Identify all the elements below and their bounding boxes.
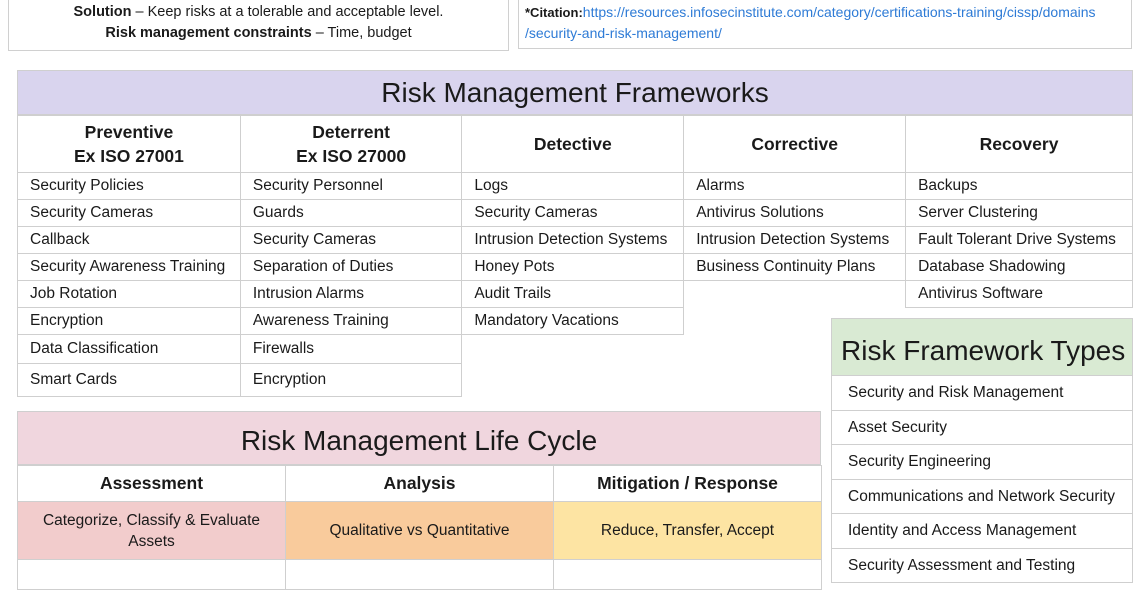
frameworks-cell: Job Rotation [18,281,241,308]
framework-types-title: Risk Framework Types [831,318,1133,376]
life-cycle-cell-analysis: Qualitative vs Quantitative [286,502,554,560]
frameworks-cell: Security Awareness Training [18,254,241,281]
frameworks-empty-cell [462,335,684,364]
frameworks-cell: Audit Trails [462,281,684,308]
frameworks-empty-cell [684,281,906,308]
frameworks-cell: Security Personnel [240,173,461,200]
life-cycle-blank-cell [554,560,822,590]
frameworks-cell: Security Cameras [240,227,461,254]
frameworks-empty-cell [462,364,684,397]
frameworks-cell: Firewalls [240,335,461,364]
life-cycle-header-analysis: Analysis [286,466,554,502]
frameworks-cell: Business Continuity Plans [684,254,906,281]
frameworks-title: Risk Management Frameworks [17,70,1133,115]
life-cycle-blank-cell [18,560,286,590]
frameworks-cell: Smart Cards [18,364,241,397]
life-cycle-cell-assessment: Categorize, Classify & Evaluate Assets [18,502,286,560]
frameworks-cell: Security Cameras [18,200,241,227]
risk-management-life-cycle [17,411,821,590]
frameworks-cell: Database Shadowing [906,254,1133,281]
solution-label: Solution [73,4,132,20]
frameworks-cell: Backups [906,173,1133,200]
frameworks-cell: Separation of Duties [240,254,461,281]
frameworks-cell: Server Clustering [906,200,1133,227]
life-cycle-header-mitigation: Mitigation / Response [554,466,822,502]
frameworks-cell: Security Cameras [462,200,684,227]
constraints-text: – Time, budget [311,25,412,41]
frameworks-cell: Intrusion Detection Systems [462,227,684,254]
frameworks-cell: Fault Tolerant Drive Systems [906,227,1133,254]
frameworks-cell: Security Policies [18,173,241,200]
life-cycle-title: Risk Management Life Cycle [17,411,821,465]
frameworks-cell: Data Classification [18,335,241,364]
frameworks-cell: Encryption [18,308,241,335]
framework-type-item: Security and Risk Management [831,376,1133,411]
frameworks-cell: Encryption [240,364,461,397]
frameworks-cell: Guards [240,200,461,227]
frameworks-header-3: Corrective [684,116,906,173]
life-cycle-table [17,465,822,590]
citation-label: *Citation: [525,5,583,20]
frameworks-header-2: Detective [462,116,684,173]
life-cycle-cell-mitigation: Reduce, Transfer, Accept [554,502,822,560]
frameworks-cell: Awareness Training [240,308,461,335]
framework-type-item: Communications and Network Security [831,480,1133,515]
frameworks-cell: Honey Pots [462,254,684,281]
frameworks-cell: Antivirus Software [906,281,1133,308]
risk-framework-types [831,318,1133,583]
solution-box [8,0,509,51]
frameworks-cell: Antivirus Solutions [684,200,906,227]
frameworks-header-0: Preventive Ex ISO 27001 [18,116,241,173]
life-cycle-header-assessment: Assessment [18,466,286,502]
framework-type-item: Security Engineering [831,445,1133,480]
frameworks-cell: Mandatory Vacations [462,308,684,335]
frameworks-cell: Intrusion Alarms [240,281,461,308]
frameworks-cell: Alarms [684,173,906,200]
citation-box [518,0,1132,49]
frameworks-cell: Logs [462,173,684,200]
constraints-label: Risk management constraints [105,25,312,41]
solution-text: – Keep risks at a tolerable and acceptable level. [131,4,444,20]
frameworks-cell: Callback [18,227,241,254]
frameworks-header-1: Deterrent Ex ISO 27000 [240,116,461,173]
framework-type-item: Identity and Access Management [831,514,1133,549]
framework-type-item: Asset Security [831,411,1133,446]
life-cycle-blank-cell [286,560,554,590]
frameworks-cell: Intrusion Detection Systems [684,227,906,254]
framework-types-list [831,376,1133,583]
citation-link[interactable]: https://resources.infosecinstitute.com/category/certifications-training/cissp/domains /security-and-risk-management/ [525,4,1096,41]
framework-type-item: Security Assessment and Testing [831,549,1133,584]
frameworks-header-4: Recovery [906,116,1133,173]
